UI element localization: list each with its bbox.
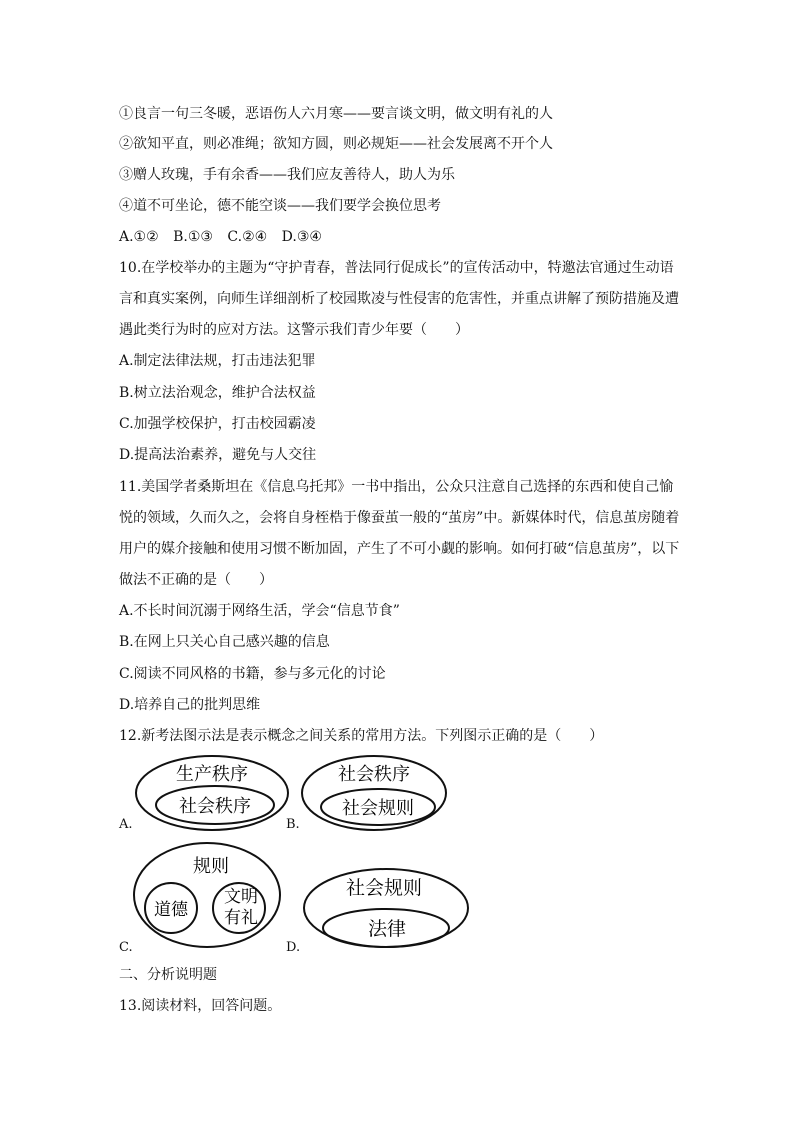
figure-d-inner-text: 法律 — [367, 918, 407, 940]
q11-option-d[interactable]: D.培养自己的批判思维 — [119, 697, 261, 713]
figure-d-label[interactable]: D. — [286, 940, 301, 955]
figure-d-diagram — [300, 866, 472, 952]
q11-stem: 11.美国学者桑斯坦在《信息乌托邦》一书中指出，公众只注意自己选择的东西和使自己愉悦的领域，久而久之，会将自身桎梏于像蚕茧一般的“茧房”中。新媒体时代，信息茧房随着用户的媒介接触和使用习惯不断加固，产生了不可小觑的影响。如何打破“信息茧房”，以下做法不正确的是（ ） — [119, 479, 680, 588]
q10-option-d[interactable]: D.提高法治素养，避免与人交往 — [119, 447, 317, 463]
figure-d-outer-text: 社会规则 — [345, 877, 423, 899]
figure-a-outer-text: 生产秩序 — [176, 764, 248, 785]
q10-option-a[interactable]: A.制定法律法规，打击违法犯罪 — [119, 353, 316, 369]
figure-b-inner-text: 社会规则 — [342, 798, 414, 819]
q13-stem: 13.阅读材料，回答问题。 — [119, 998, 282, 1014]
figure-a-label[interactable]: A. — [119, 817, 133, 832]
q9-options — [119, 229, 332, 245]
q9-option-c[interactable]: C.②④ — [227, 229, 268, 245]
q11-option-c[interactable]: C.阅读不同风格的书籍，参与多元化的讨论 — [119, 666, 386, 682]
list-item-4: ④道不可坐论，德不能空谈——我们要学会换位思考 — [119, 198, 441, 214]
q9-option-b[interactable]: B.①③ — [173, 229, 213, 245]
list-item-3: ③赠人玫瑰，手有余香——我们应友善待人，助人为乐 — [119, 167, 455, 183]
section-heading: 二、分析说明题 — [119, 967, 217, 983]
list-item-2: ②欲知平直，则必准绳；欲知方圆，则必规矩——社会发展离不开个人 — [119, 136, 553, 152]
q11-option-b[interactable]: B.在网上只关心自己感兴趣的信息 — [119, 634, 330, 650]
figure-c-right-text-2: 有礼 — [224, 908, 258, 928]
figure-c-outer-text: 规则 — [193, 856, 229, 877]
q10-option-b[interactable]: B.树立法治观念，维护合法权益 — [119, 385, 316, 401]
q10-stem: 10.在学校举办的主题为“守护青春，普法同行促成长”的宣传活动中，特邀法官通过生动语言和真实案例，向师生详细剖析了校园欺凌与性侵害的危害性，并重点讲解了预防措施及遭遇此类行为时的应对方法。这警示我们青少年要（ ） — [119, 260, 679, 338]
q11-option-a[interactable]: A.不长时间沉溺于网络生活，学会“信息节食” — [119, 603, 400, 619]
figure-c-right-text-1: 文明 — [224, 887, 258, 907]
list-item-1: ①良言一句三冬暖，恶语伤人六月寒——要言谈文明，做文明有礼的人 — [119, 106, 553, 122]
figure-c-diagram — [131, 839, 283, 949]
figure-a-diagram — [132, 753, 292, 833]
figure-c-label[interactable]: C. — [119, 940, 133, 955]
figure-c-left-text: 道德 — [154, 900, 188, 920]
figure-b-diagram — [298, 753, 450, 833]
q10-option-c[interactable]: C.加强学校保护，打击校园霸凌 — [119, 416, 316, 432]
figure-b-label[interactable]: B. — [286, 817, 300, 832]
figure-b-outer-text: 社会秩序 — [338, 764, 410, 785]
q9-option-a[interactable]: A.①② — [119, 229, 159, 245]
figure-a-inner-text: 社会秩序 — [179, 796, 251, 817]
q12-stem: 12.新考法图示法是表示概念之间关系的常用方法。下列图示正确的是（ ） — [119, 728, 604, 744]
q9-option-d[interactable]: D.③④ — [281, 229, 322, 245]
